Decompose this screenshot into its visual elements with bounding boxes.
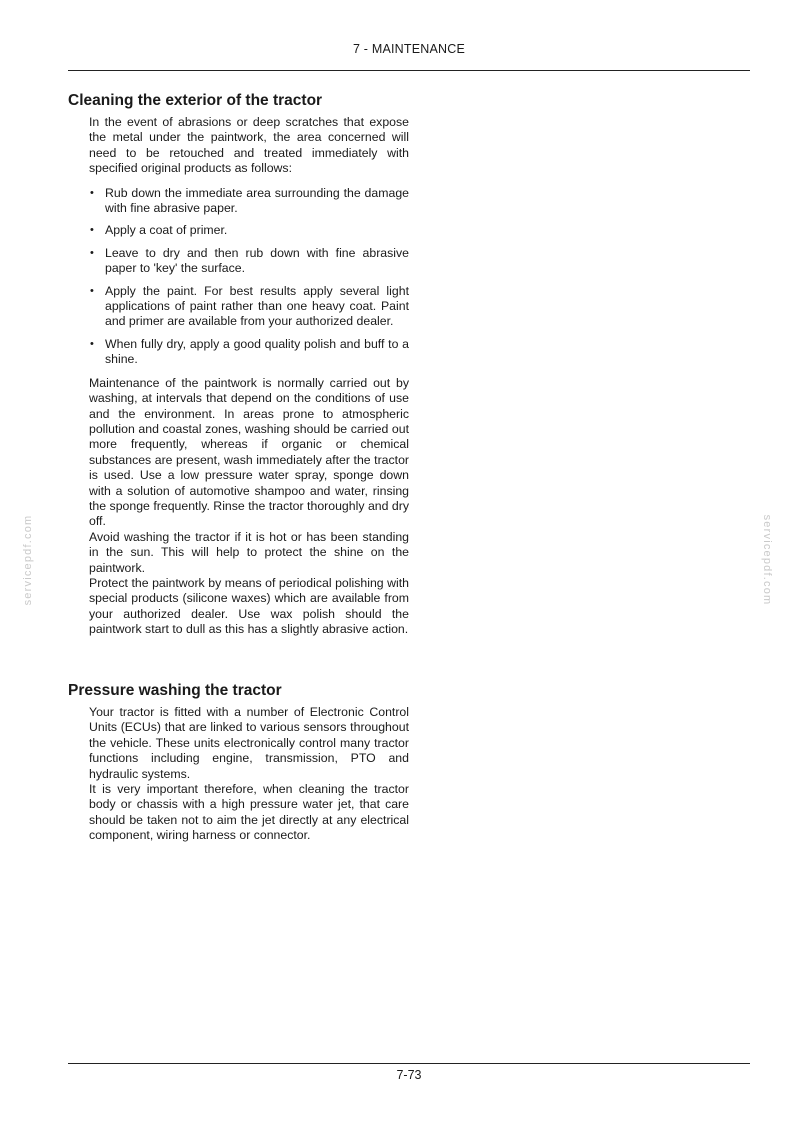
avoid-washing-paragraph: Avoid washing the tractor if it is hot or has been standing in the sun. This will help to protect the shine on the paintwork. — [89, 529, 409, 575]
section-heading-pressure-washing: Pressure washing the tractor — [68, 682, 282, 699]
cleaning-steps-list — [89, 186, 409, 368]
paintwork-maintenance-paragraph: Maintenance of the paintwork is normally carried out by washing, at intervals that depend on the conditions of use and the environment. In areas prone to atmospheric pollution and coastal zones, washing should be carried out more frequently, whereas if organic or chemical substances are present, wash immediately after the tractor is used. Use a low pressure water spray, sponge down with a solution of automotive shampoo and water, rinsing the sponge frequently. Rinse the tractor thoroughly and dry off. — [89, 375, 409, 529]
list-item: • Apply a coat of primer. — [89, 223, 409, 238]
watermark-right: servicepdf.com — [761, 514, 773, 606]
header-rule — [68, 70, 750, 71]
pressure-jet-warning-paragraph: It is very important therefore, when cleaning the tractor body or chassis with a high pressure water jet, that care should be taken not to aim the jet directly at any electrical component, wiring harness or connector. — [89, 782, 409, 843]
list-item: • When fully dry, apply a good quality polish and buff to a shine. — [89, 337, 409, 368]
cleaning-section-body — [89, 115, 409, 638]
list-item: • Leave to dry and then rub down with fine abrasive paper to 'key' the surface. — [89, 246, 409, 277]
pressure-washing-section-body — [89, 705, 409, 844]
list-item: • Apply the paint. For best results apply several light applications of paint rather than one heavy coat. Paint and primer are available from your authorized dealer. — [89, 284, 409, 330]
footer-rule — [68, 1063, 750, 1064]
ecu-paragraph: Your tractor is fitted with a number of Electronic Control Units (ECUs) that are linked to various sensors throughout the vehicle. These units electronically control many tractor functions including engine, transmission, PTO and hydraulic systems. — [89, 705, 409, 781]
list-item: • Rub down the immediate area surrounding the damage with fine abrasive paper. — [89, 186, 409, 217]
section-heading-cleaning: Cleaning the exterior of the tractor — [68, 92, 323, 109]
cleaning-intro: In the event of abrasions or deep scratches that expose the metal under the paintwork, the area concerned will need to be retouched and treated immediately with specified original products as follows: — [89, 115, 409, 176]
chapter-header: 7 - MAINTENANCE — [352, 42, 466, 56]
watermark-left: servicepdf.com — [22, 514, 34, 606]
protect-paintwork-paragraph: Protect the paintwork by means of periodical polishing with special products (silicone waxes) which are available from your authorized dealer. Use wax polish should the paintwork start to dull as this has a slightly abrasive action. — [89, 575, 409, 637]
page-number: 7-73 — [396, 1068, 422, 1082]
